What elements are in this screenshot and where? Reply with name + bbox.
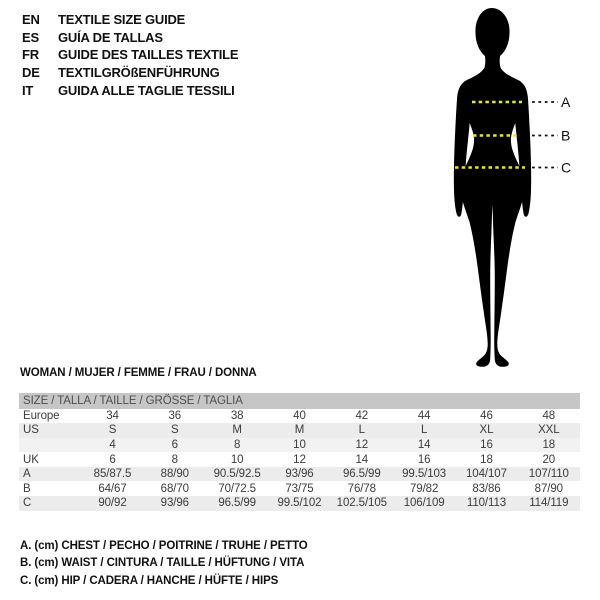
hip-label: C xyxy=(561,159,572,176)
language-label: GUIDE DES TAILLES TEXTILE xyxy=(58,47,239,63)
size-cell: 93/96 xyxy=(285,468,314,481)
table-row xyxy=(19,438,580,453)
size-cell: 68/70 xyxy=(160,482,189,495)
size-cell: L xyxy=(358,424,365,437)
legend-hip: C. (cm) HIP / CADERA / HANCHE / HÜFTE / HIPS xyxy=(20,574,279,587)
size-cell: 107/110 xyxy=(528,468,569,481)
language-label: TEXTILE SIZE GUIDE xyxy=(58,12,186,28)
row-label: US xyxy=(23,424,39,437)
size-cell: 20 xyxy=(542,453,556,466)
language-code: FR xyxy=(22,47,39,63)
size-table-body xyxy=(19,393,580,511)
size-cell: 12 xyxy=(355,438,369,451)
size-cell: 8 xyxy=(171,453,178,466)
waist-label: B xyxy=(561,127,571,144)
row-label: B xyxy=(23,482,31,495)
language-code: DE xyxy=(22,65,40,81)
size-cell: 10 xyxy=(230,453,244,466)
table-row xyxy=(19,467,580,482)
language-row xyxy=(22,46,238,64)
table-row xyxy=(19,452,580,467)
size-cell: 88/90 xyxy=(160,468,189,481)
size-cell: 106/109 xyxy=(403,497,445,510)
size-cell: 102.5/105 xyxy=(336,497,387,510)
measurement-legend xyxy=(20,540,308,592)
size-cell: 96.5/99 xyxy=(342,468,381,481)
row-label: A xyxy=(23,468,31,481)
size-cell: 16 xyxy=(417,453,431,466)
size-table-header-row xyxy=(19,393,580,409)
size-cell: 64/67 xyxy=(98,482,127,495)
language-row xyxy=(22,29,238,47)
size-cell: M xyxy=(232,424,242,437)
size-figure xyxy=(410,0,600,380)
size-cell: XXL xyxy=(538,424,560,437)
size-cell: 6 xyxy=(109,453,116,466)
woman-silhouette-body xyxy=(460,8,526,367)
language-code: IT xyxy=(22,82,34,98)
size-cell: 70/72.5 xyxy=(218,482,256,495)
chest-label: A xyxy=(561,94,571,110)
row-label xyxy=(19,438,81,453)
table-row xyxy=(19,481,580,496)
size-cell: 10 xyxy=(293,438,306,451)
size-cell: 16 xyxy=(480,438,493,451)
language-code: EN xyxy=(22,12,40,28)
size-cell: 96.5/99 xyxy=(218,497,256,510)
language-label: TEXTILGRÖßENFÜHRUNG xyxy=(58,65,220,81)
language-label: GUÍA DE TALLAS xyxy=(58,29,163,45)
size-cell: 104/107 xyxy=(466,468,507,481)
row-label: Europe xyxy=(23,409,60,422)
size-cell: 79/82 xyxy=(409,482,439,495)
size-cell: 90.5/92.5 xyxy=(213,468,261,481)
language-row xyxy=(22,81,238,99)
size-table-header: SIZE / TALLA / TAILLE / GRÖSSE / TAGLIA xyxy=(19,393,580,409)
language-list xyxy=(22,11,238,99)
legend-chest: A. (cm) CHEST / PECHO / POITRINE / TRUHE / PETTO xyxy=(20,540,308,552)
size-cell: 18 xyxy=(542,438,556,451)
language-row xyxy=(22,11,238,29)
size-cell: 99.5/102 xyxy=(277,497,322,510)
size-cell: M xyxy=(294,424,305,437)
size-table xyxy=(19,393,580,511)
size-cell: 87/90 xyxy=(534,482,563,495)
size-cell: 6 xyxy=(171,438,178,451)
size-cell: 114/119 xyxy=(529,497,569,510)
size-cell: 38 xyxy=(230,409,244,422)
language-label: GUIDA ALLE TAGLIE TESSILI xyxy=(58,82,235,98)
size-cell: 44 xyxy=(417,409,431,422)
size-cell: 48 xyxy=(542,409,556,422)
language-code: ES xyxy=(22,29,39,45)
size-cell: 83/86 xyxy=(472,482,501,495)
size-cell: 34 xyxy=(106,409,119,422)
size-cell: 4 xyxy=(109,438,116,451)
size-cell: 93/96 xyxy=(160,497,189,510)
table-row xyxy=(19,496,580,511)
size-cell: 14 xyxy=(355,453,369,466)
size-cell: S xyxy=(108,424,117,437)
size-cell: 12 xyxy=(293,453,306,466)
size-cell: 90/92 xyxy=(98,497,127,510)
size-cell: 73/75 xyxy=(285,482,314,495)
woman-section-title: WOMAN / MUJER / FEMME / FRAU / DONNA xyxy=(20,367,257,379)
size-cell: 18 xyxy=(480,453,493,466)
size-cell: 36 xyxy=(168,409,182,422)
size-cell: XL xyxy=(479,424,494,437)
row-label: C xyxy=(23,497,32,510)
size-cell: 40 xyxy=(293,409,306,422)
table-row xyxy=(19,409,580,424)
woman-silhouette-figure xyxy=(410,0,600,380)
table-row xyxy=(19,423,580,438)
size-cell: 46 xyxy=(480,409,493,422)
size-cell: L xyxy=(420,424,428,437)
size-cell: 76/78 xyxy=(347,482,376,495)
language-row xyxy=(22,64,238,82)
size-cell: 85/87.5 xyxy=(93,468,132,481)
size-cell: 99.5/103 xyxy=(402,468,447,481)
size-cell: S xyxy=(171,424,179,437)
legend-waist: B. (cm) WAIST / CINTURA / TAILLE / HÜFTUNG / VITA xyxy=(20,557,305,570)
size-cell: 8 xyxy=(234,438,241,451)
size-cell: 110/113 xyxy=(466,497,507,510)
row-label: UK xyxy=(23,453,39,466)
size-cell: 14 xyxy=(417,438,431,451)
size-cell: 42 xyxy=(355,409,369,422)
